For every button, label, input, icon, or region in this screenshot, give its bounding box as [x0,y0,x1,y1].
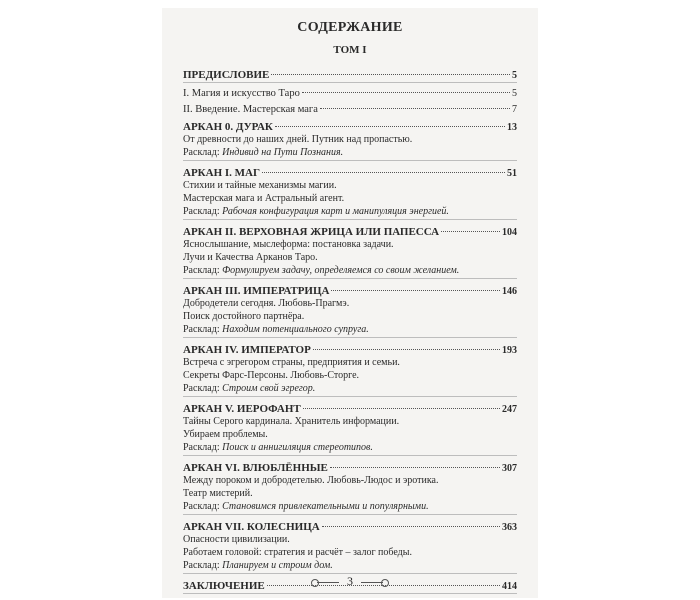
toc-chapter-row [183,285,517,297]
ornament-right-icon [361,582,383,583]
toc-description-line: Лучи и Качества Арканов Таро. [183,252,318,263]
toc-page-number: 247 [502,404,517,415]
toc-leader-dots [271,74,510,75]
toc-description-line: Между пороком и добродетелью. Любовь-Людос и эротика. [183,475,439,486]
toc-description-line: Тайны Серого кардинала. Хранитель информации. [183,416,400,427]
layout-text: Становимся привлекательными и популярными. [222,501,429,512]
toc-entry-title: ПРЕДИСЛОВИЕ [183,69,270,81]
layout-text: Находим потенциального супруга. [222,324,369,335]
toc-description-line: Убираем проблемы. [183,429,268,440]
toc-page-number: 13 [507,122,517,133]
layout-text: Формулируем задачу, определяемся со своим желанием. [222,265,460,276]
toc-layout-line [183,559,517,572]
layout-label: Расклад: [183,442,220,453]
toc-description-line: Яснослышание, мыслеформа: постановка задачи. [183,239,394,250]
toc-chapter-row [183,344,517,356]
toc-entry-title: АРКАН II. ВЕРХОВНАЯ ЖРИЦА ИЛИ ПАПЕССА [183,226,440,238]
volume-title: ТОМ I [333,44,367,56]
toc-layout-line [183,441,517,454]
toc-entry-title: АРКАН 0. ДУРАК [183,121,273,133]
toc-page-number: 414 [502,581,517,592]
layout-label: Расклад: [183,265,220,276]
toc-layout-line [183,500,517,513]
toc-layout-line [183,264,517,277]
toc-page-number: 51 [507,168,517,179]
toc-layout-line [183,205,517,218]
layout-text: Индивид на Пути Познания. [222,147,344,158]
layout-label: Расклад: [183,383,220,394]
toc-page-number: 104 [502,227,517,238]
toc-description-line: Добродетели сегодня. Любовь-Прагмэ. [183,298,350,309]
toc-description-line: От древности до наших дней. Путник над пропастью. [183,134,413,145]
toc-page-number: 307 [502,463,517,474]
ornament-left-icon [317,582,339,583]
layout-text: Поиск и аннигиляция стереотипов. [222,442,373,453]
toc-page-number: 146 [502,286,517,297]
layout-label: Расклад: [183,560,220,571]
layout-text: Строим свой эгрегор. [222,383,316,394]
toc-layout-line [183,323,517,336]
toc-chapter-row [183,121,517,133]
toc-divider [183,593,517,594]
layout-text: Рабочая конфигурация карт и манипуляция энергией. [222,206,449,217]
page-number: 3 [347,574,353,588]
toc-section-row [183,104,517,115]
layout-label: Расклад: [183,501,220,512]
toc-page-number: 193 [502,345,517,356]
toc-divider [183,82,517,83]
page-title: СОДЕРЖАНИЕ [297,20,403,35]
toc-divider [183,219,517,220]
toc-description-line: Поиск достойного партнёра. [183,311,305,322]
toc-chapter-row [183,521,517,533]
layout-label: Расклад: [183,206,220,217]
toc-description-line: Работаем головой: стратегия и расчёт – залог победы. [183,547,412,558]
layout-label: Расклад: [183,324,220,335]
toc-description-line: Мастерская мага и Астральный агент. [183,193,345,204]
toc-leader-dots [441,231,500,232]
toc-leader-dots [275,126,505,127]
toc-entry-title: АРКАН VI. ВЛЮБЛЁННЫЕ [183,462,328,474]
toc-page-number: 5 [512,88,517,99]
layout-label: Расклад: [183,147,220,158]
toc-divider [183,337,517,338]
toc-entry-title: АРКАН III. ИМПЕРАТРИЦА [183,285,330,297]
toc-page-number: 5 [512,70,517,81]
toc-entry-title: АРКАН VII. КОЛЕСНИЦА [183,521,320,533]
toc-leader-dots [303,408,500,409]
page-footer [162,574,538,589]
toc-divider [183,514,517,515]
toc-leader-dots [262,172,505,173]
toc-entry-title: АРКАН V. ИЕРОФАНТ [183,403,301,415]
toc-entry-title: АРКАН I. МАГ [183,167,260,179]
toc-chapter-row [183,226,517,238]
toc-entry-title: ЗАКЛЮЧЕНИЕ [183,580,265,592]
toc-description-line: Секреты Фарс-Персоны. Любовь-Сторге. [183,370,360,381]
toc-chapter-row [183,69,517,81]
toc-entry-title: АРКАН IV. ИМПЕРАТОР [183,344,311,356]
toc-divider [183,278,517,279]
toc-leader-dots [320,108,510,109]
toc-leader-dots [302,92,510,93]
toc-description-line: Опасности цивилизации. [183,534,290,545]
toc-divider [183,160,517,161]
toc-leader-dots [322,526,500,527]
toc-entry-title: I. Магия и искусство Таро [183,88,300,99]
toc-description-line: Встреча с эгрегором страны, предприятия и семьи. [183,357,400,368]
toc-description-line: Стихии и тайные механизмы магии. [183,180,337,191]
toc-divider [183,455,517,456]
toc-chapter-row [183,403,517,415]
toc-layout-line [183,146,517,159]
toc-section-row [183,88,517,99]
toc-page-number: 363 [502,522,517,533]
toc-divider [183,396,517,397]
table-of-contents [183,63,517,594]
toc-entry-title: II. Введение. Мастерская мага [183,104,318,115]
toc-description-line: Театр мистерий. [183,488,253,499]
toc-layout-line [183,382,517,395]
toc-leader-dots [331,290,500,291]
layout-text: Планируем и строим дом. [222,560,333,571]
toc-leader-dots [330,467,500,468]
toc-leader-dots [313,349,500,350]
toc-chapter-row [183,462,517,474]
toc-page-number: 7 [512,104,517,115]
toc-chapter-row [183,167,517,179]
